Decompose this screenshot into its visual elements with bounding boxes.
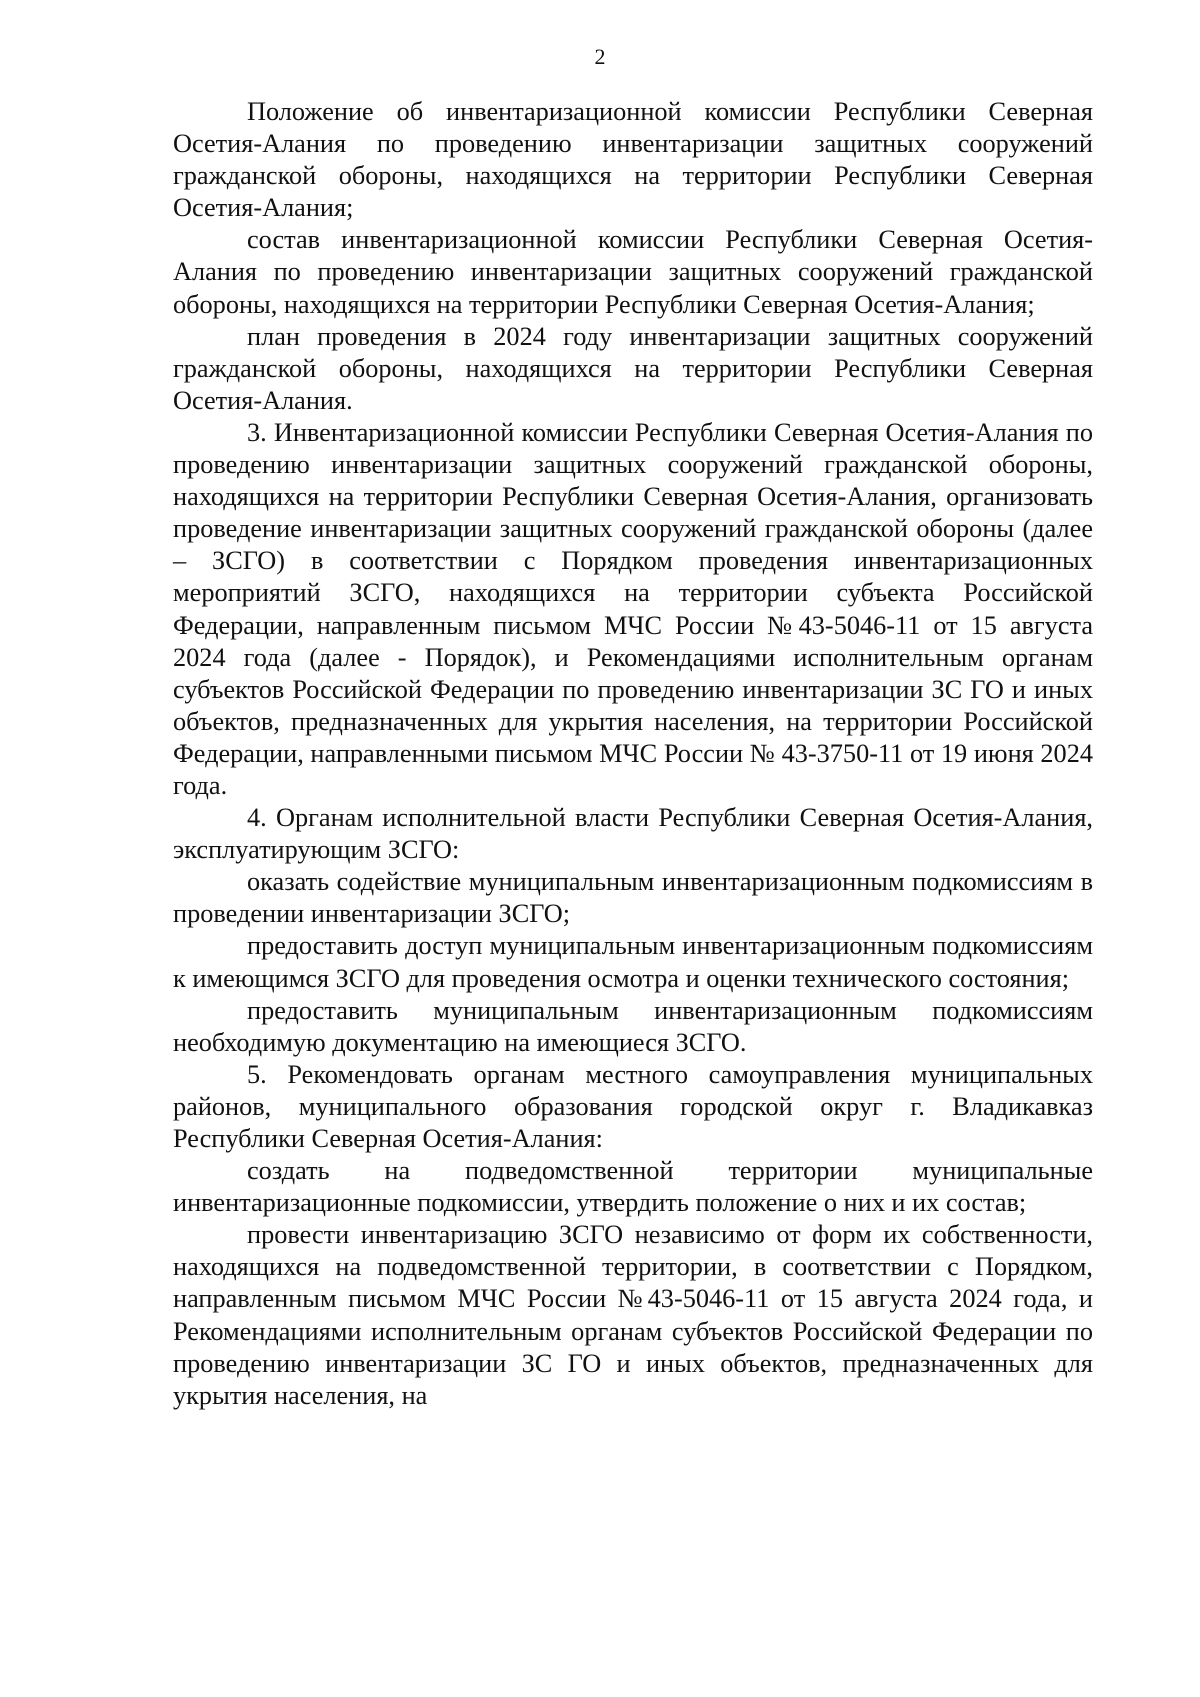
paragraph-create-subcommissions: создать на подведомственной территории муниципальные инвентаризационные подкомиссии, утвердить положение о них и их состав; — [173, 1156, 1093, 1218]
paragraph-conduct-inventory: провести инвентаризацию ЗСГО независимо от форм их собственности, находящихся на подведомственной территории, в соответствии с Порядком, направленным письмом МЧС России №43-5046-11 от 15 августа 2024 года, и Рекомендациями исполнительным органам субъектов Российской Федерации по проведению инвентаризации ЗС ГО и иных объектов, предназначенных для укрытия населения, на — [173, 1220, 1093, 1410]
paragraph-item-3: 3. Инвентаризационной комиссии Республики Северная Осетия-Алания по проведению инвентаризации защитных сооружений гражданской обороны, находящихся на территории Республики Северная Осетия-Алания, организовать проведение инвентаризации защитных сооружений гражданской обороны (далее – ЗСГО) в соответствии с Порядком проведения инвентаризационных мероприятий ЗСГО, находящихся на территории субъекта Российской Федерации, направленным письмом МЧС России №43-5046-11 от 15 августа 2024 года (далее - Порядок), и Рекомендациями исполнительным органам субъектов Российской Федерации по проведению инвентаризации ЗС ГО и иных объектов, предназначенных для укрытия населения, на территории Российской Федерации, направленными письмом МЧС России № 43-3750-11 от 19 июня 2024 года. — [173, 417, 1093, 800]
paragraph-commission-composition: состав инвентаризационной комиссии Республики Северная Осетия-Алания по проведению инвентаризации защитных сооружений гражданской обороны, находящихся на территории Республики Северная Осетия-Алания; — [173, 225, 1093, 319]
paragraph-provide-documentation: предоставить муниципальным инвентаризационным подкомиссиям необходимую документацию на имеющиеся ЗСГО. — [173, 995, 1093, 1057]
paragraph-item-5: 5. Рекомендовать органам местного самоуправления муниципальных районов, муниципального образования городской округ г. Владикавказ Республики Северная Осетия-Алания: — [173, 1059, 1093, 1153]
paragraph-provide-access: предоставить доступ муниципальным инвентаризационным подкомиссиям к имеющимся ЗСГО для проведения осмотра и оценки технического состояния; — [173, 931, 1093, 993]
paragraph-regulation: Положение об инвентаризационной комиссии Республики Северная Осетия-Алания по проведению инвентаризации защитных сооружений гражданской обороны, находящихся на территории Республики Северная Осетия-Алания; — [173, 97, 1093, 223]
paragraph-assist: оказать содействие муниципальным инвентаризационным подкомиссиям в проведении инвентаризации ЗСГО; — [173, 867, 1093, 929]
paragraph-inventory-plan: план проведения в 2024 году инвентаризации защитных сооружений гражданской обороны, находящихся на территории Республики Северная Осетия-Алания. — [173, 321, 1093, 415]
page-number: 2 — [594, 44, 606, 69]
paragraph-item-4: 4. Органам исполнительной власти Республики Северная Осетия-Алания, эксплуатирующим ЗСГО: — [173, 803, 1093, 865]
document-body — [173, 96, 1093, 1412]
